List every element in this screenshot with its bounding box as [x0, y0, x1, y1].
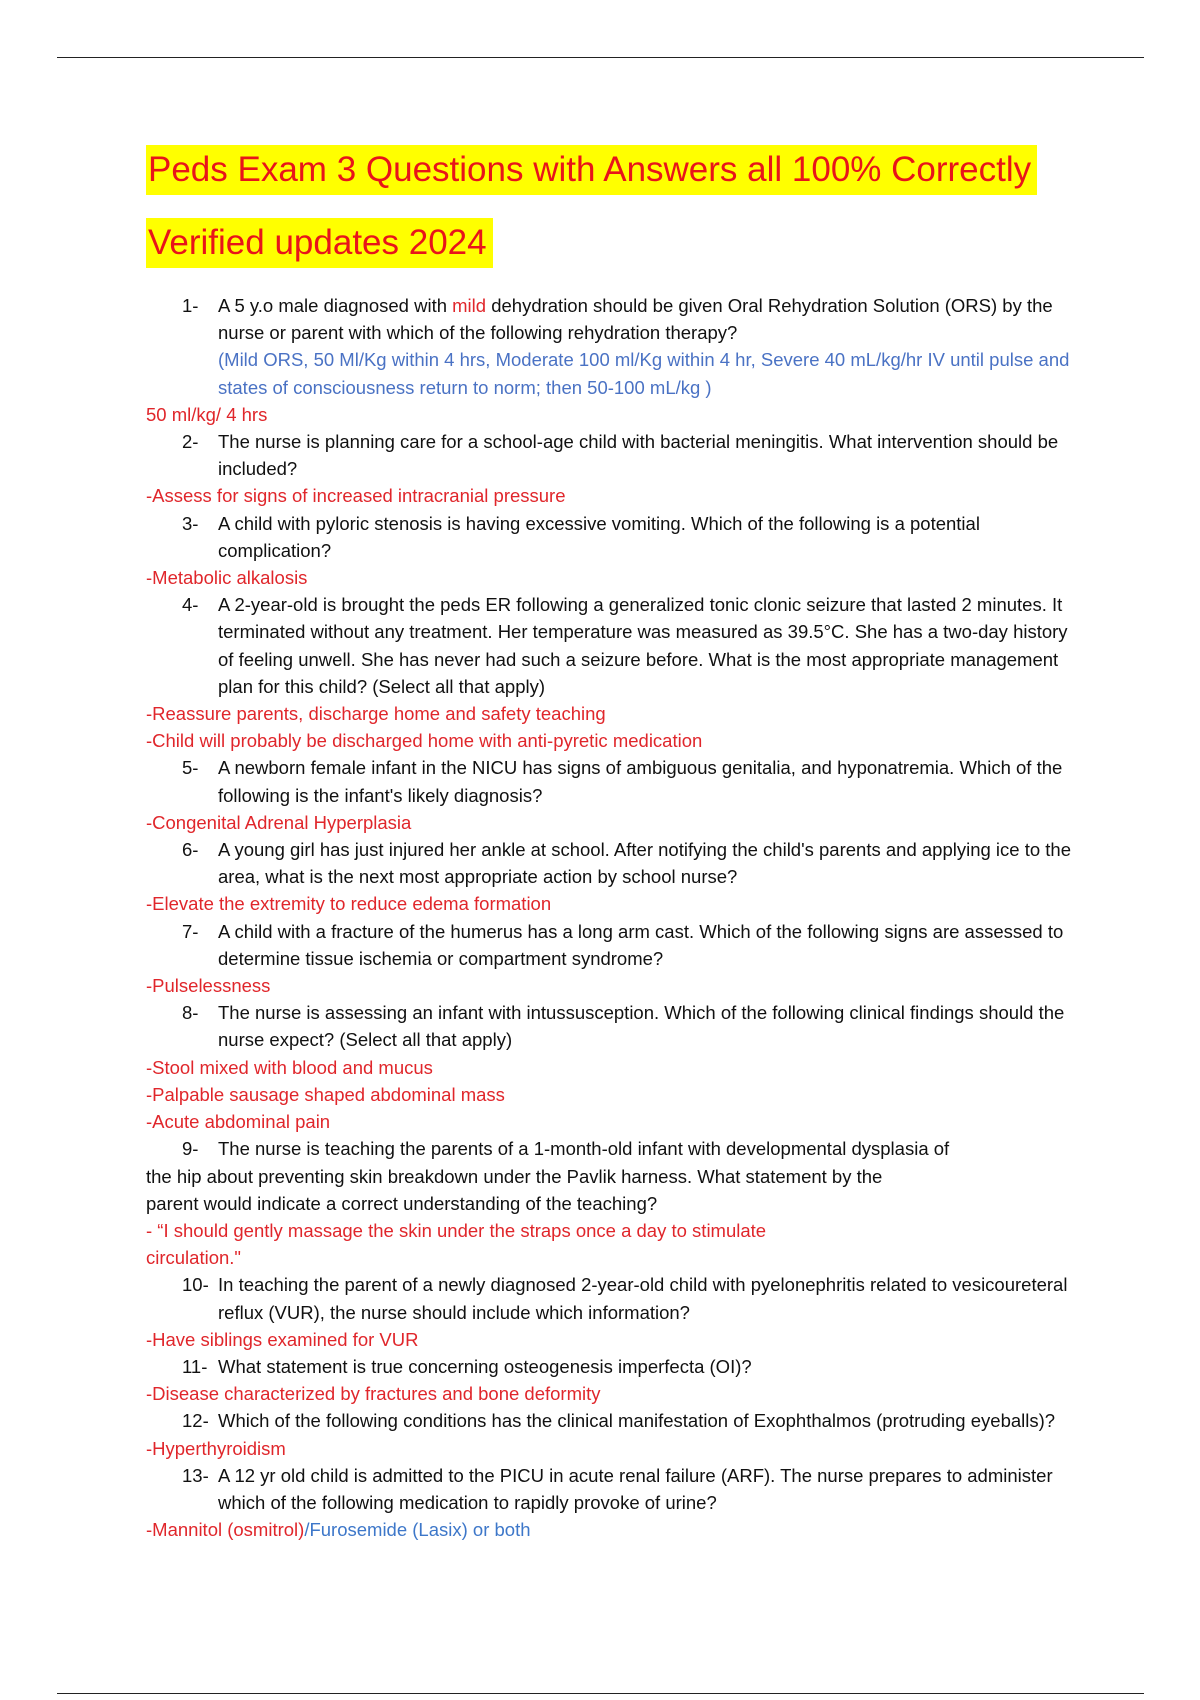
answer-8c: -Acute abdominal pain — [146, 1111, 331, 1133]
question-text: A newborn female infant in the NICU has signs of ambiguous genitalia, and hyponatremia. Which of the following is the infant's likely diagnosis? — [218, 757, 1063, 806]
question-text: In teaching the parent of a newly diagnosed 2-year-old child with pyelonephritis related to vesicoureteral reflux (VUR), the nurse should include which information? — [218, 1274, 1068, 1323]
question-number: 2- — [182, 431, 199, 453]
question-4 — [146, 591, 1086, 700]
answer-4a: -Reassure parents, discharge home and safety teaching — [146, 703, 606, 725]
question-8 — [146, 999, 1086, 1053]
question-3 — [146, 510, 1086, 564]
question-text-cont: parent would indicate a correct understanding of the teaching? — [146, 1192, 658, 1214]
question-text: A young girl has just injured her ankle at school. After notifying the child's parents and applying ice to the area, what is the next most appropriate action by school nurse? — [218, 839, 1071, 888]
question-text: The nurse is assessing an infant with intussusception. Which of the following clinical findings should the nurse expect? (Select all that apply) — [218, 1002, 1065, 1051]
question-text: A child with a fracture of the humerus has a long arm cast. Which of the following signs are assessed to determine tissue ischemia or compartment syndrome? — [218, 920, 1064, 969]
answer-5: -Congenital Adrenal Hyperplasia — [146, 811, 412, 833]
answer-3: -Metabolic alkalosis — [146, 567, 308, 589]
question-7 — [146, 918, 1086, 972]
question-number: 8- — [182, 1002, 199, 1024]
answer-6: -Elevate the extremity to reduce edema formation — [146, 893, 552, 915]
document-body — [146, 145, 1086, 1543]
question-text: What statement is true concerning osteogenesis imperfecta (OI)? — [218, 1355, 752, 1377]
answer-1: 50 ml/kg/ 4 hrs — [146, 403, 268, 425]
answer-12: -Hyperthyroidism — [146, 1437, 286, 1459]
question-number: 4- — [182, 594, 199, 616]
answer-13: -Mannitol (osmitrol)/Furosemide (Lasix) or both — [146, 1519, 531, 1541]
question-text: Which of the following conditions has the clinical manifestation of Exophthalmos (protruding eyeballs)? — [218, 1410, 1056, 1432]
answer-4b: -Child will probably be discharged home with anti-pyretic medication — [146, 730, 703, 752]
question-text: The nurse is planning care for a school-age child with bacterial meningitis. What intervention should be included? — [218, 431, 1059, 480]
answer-8b: -Palpable sausage shaped abdominal mass — [146, 1083, 505, 1105]
question-text-cont: the hip about preventing skin breakdown under the Pavlik harness. What statement by the — [146, 1165, 883, 1187]
therapy-note: (Mild ORS, 50 Ml/Kg within 4 hrs, Moderate 100 ml/Kg within 4 hr, Severe 40 mL/kg/hr IV until pulse and states of consciousness return to norm; then 50-100 mL/kg ) — [218, 349, 1070, 398]
question-text: The nurse is teaching the parents of a 1-month-old infant with developmental dysplasia of — [218, 1138, 950, 1160]
top-rule — [57, 57, 1144, 58]
question-10 — [146, 1271, 1086, 1325]
question-1 — [146, 292, 1086, 401]
highlight-mild: mild — [452, 295, 487, 316]
question-number: 1- — [182, 295, 199, 316]
answer-7: -Pulselessness — [146, 975, 271, 997]
answer-10: -Have siblings examined for VUR — [146, 1328, 419, 1350]
question-number: 6- — [182, 839, 199, 861]
question-number: 13- — [182, 1464, 209, 1486]
title-line-2: Verified updates 2024 — [146, 218, 493, 268]
question-number: 12- — [182, 1410, 209, 1432]
question-number: 7- — [182, 920, 199, 942]
question-number: 11- — [182, 1355, 208, 1377]
answer-8a: -Stool mixed with blood and mucus — [146, 1056, 433, 1078]
question-list — [146, 292, 1086, 1543]
question-6 — [146, 836, 1086, 890]
question-12 — [146, 1407, 1086, 1434]
answer-11: -Disease characterized by fractures and bone deformity — [146, 1383, 601, 1405]
question-11 — [146, 1353, 1086, 1380]
answer-9-cont: circulation." — [146, 1247, 241, 1269]
title-line-1: Peds Exam 3 Questions with Answers all 100% Correctly — [146, 145, 1037, 195]
question-2 — [146, 428, 1086, 482]
question-13 — [146, 1462, 1086, 1516]
answer-9: - “I should gently massage the skin under the straps once a day to stimulate — [146, 1219, 767, 1241]
question-number: 10- — [182, 1274, 209, 1296]
question-9 — [146, 1135, 1086, 1162]
question-number: 3- — [182, 512, 199, 534]
question-number: 9- — [182, 1138, 199, 1160]
question-text: A 2-year-old is brought the peds ER following a generalized tonic clonic seizure that lasted 2 minutes. It terminated without any treatment. Her temperature was measured as 39.5°C. She has a two-day history of feeling unwell. She has never had such a seizure before. What is the most appropriate management plan for this child? (Select all that apply) — [218, 594, 1068, 697]
answer-2: -Assess for signs of increased intracranial pressure — [146, 485, 566, 507]
question-text: A 5 y.o male diagnosed with mild dehydration should be given Oral Rehydration Solution (ORS) by the nurse or parent with which of the following rehydration therapy? — [218, 295, 1053, 344]
bottom-rule — [57, 1693, 1144, 1694]
question-text: A child with pyloric stenosis is having excessive vomiting. Which of the following is a potential complication? — [218, 512, 980, 561]
question-5 — [146, 754, 1086, 808]
question-text: A 12 yr old child is admitted to the PICU in acute renal failure (ARF). The nurse prepares to administer which of the following medication to rapidly provoke of urine? — [218, 1464, 1053, 1513]
question-number: 5- — [182, 757, 199, 779]
